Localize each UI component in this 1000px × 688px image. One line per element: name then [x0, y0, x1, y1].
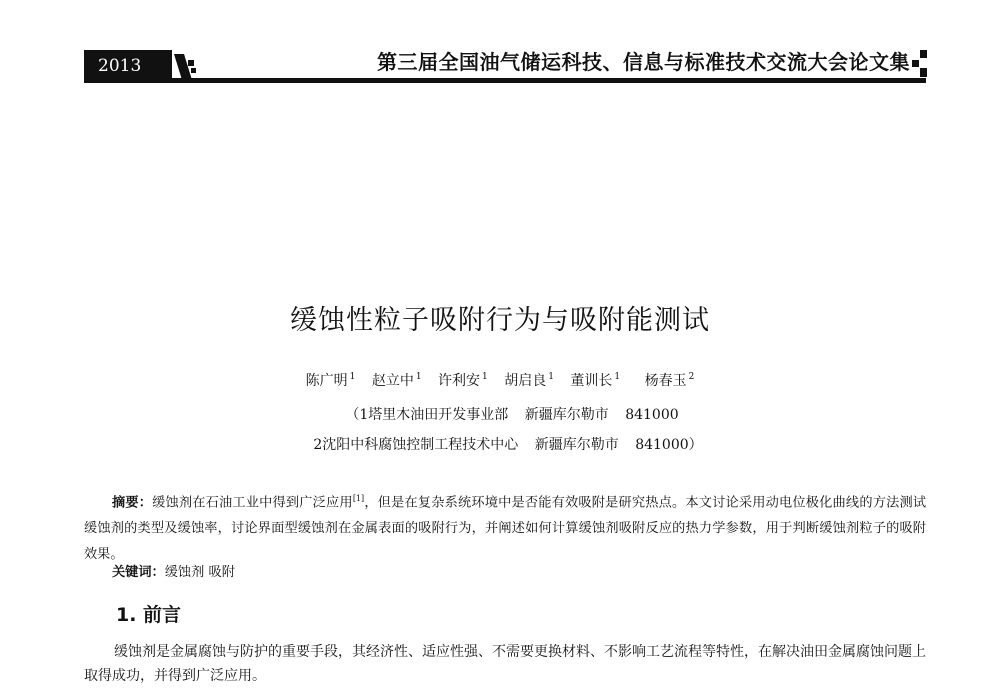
- author-list: [0, 370, 1000, 390]
- header-year: 2013: [84, 50, 172, 82]
- affiliation-2: 2沈阳中科腐蚀控制工程技术中心 新疆库尔勒市 841000）: [313, 437, 703, 453]
- abstract-text-continued: ，但是在复杂系统环境中是否能有效吸附是研究热点。本文讨论采用动电位极化曲线的方法测试缓蚀剂的类型及缓蚀率，讨论界面型缓蚀剂在金属表面的吸附行为，并阐述如何计算缓蚀剂吸附反应的热力学参数，用于判断缓蚀剂粒子的吸附效果。: [84, 495, 927, 563]
- author: 赵立中 $^1$: [371, 372, 422, 389]
- reference-marker: [1]: [352, 494, 365, 503]
- section-heading: 1. 前言: [116, 604, 182, 626]
- author: 陈广明 $^1$: [305, 372, 356, 389]
- paper-title: 缓蚀性粒子吸附行为与吸附能测试: [290, 305, 710, 336]
- author: 胡启良 $^1$: [504, 372, 554, 389]
- author: 董训长 $^1$: [570, 372, 621, 389]
- abstract-text: 缓蚀剂在石油工业中得到广泛应用: [152, 495, 353, 511]
- keywords: [112, 561, 235, 580]
- header-decoration-left-icon: [174, 54, 198, 80]
- header-decoration-right-icon: [912, 48, 928, 78]
- abstract-label: 摘要：: [112, 495, 153, 511]
- affiliation-1: （1塔里木油田开发事业部 新疆库尔勒市 841000: [345, 407, 679, 423]
- running-header: [84, 44, 926, 84]
- proceedings-title: 第三届全国油气储运科技、信息与标准技术交流大会论文集: [377, 50, 910, 74]
- section-body: 缓蚀剂是金属腐蚀与防护的重要手段，其经济性、适应性强、不需要更换材料、不影响工艺流程等特性，在解决油田金属腐蚀问题上取得成功，并得到广泛应用。: [84, 644, 926, 684]
- header-rule: [84, 78, 926, 83]
- author: 许利安 $^1$: [438, 372, 488, 389]
- author: 杨春玉 $^2$: [644, 372, 695, 389]
- keywords-label: 关键词：: [112, 565, 165, 580]
- keywords-text: 缓蚀剂 吸附: [164, 565, 235, 580]
- abstract: [84, 486, 926, 568]
